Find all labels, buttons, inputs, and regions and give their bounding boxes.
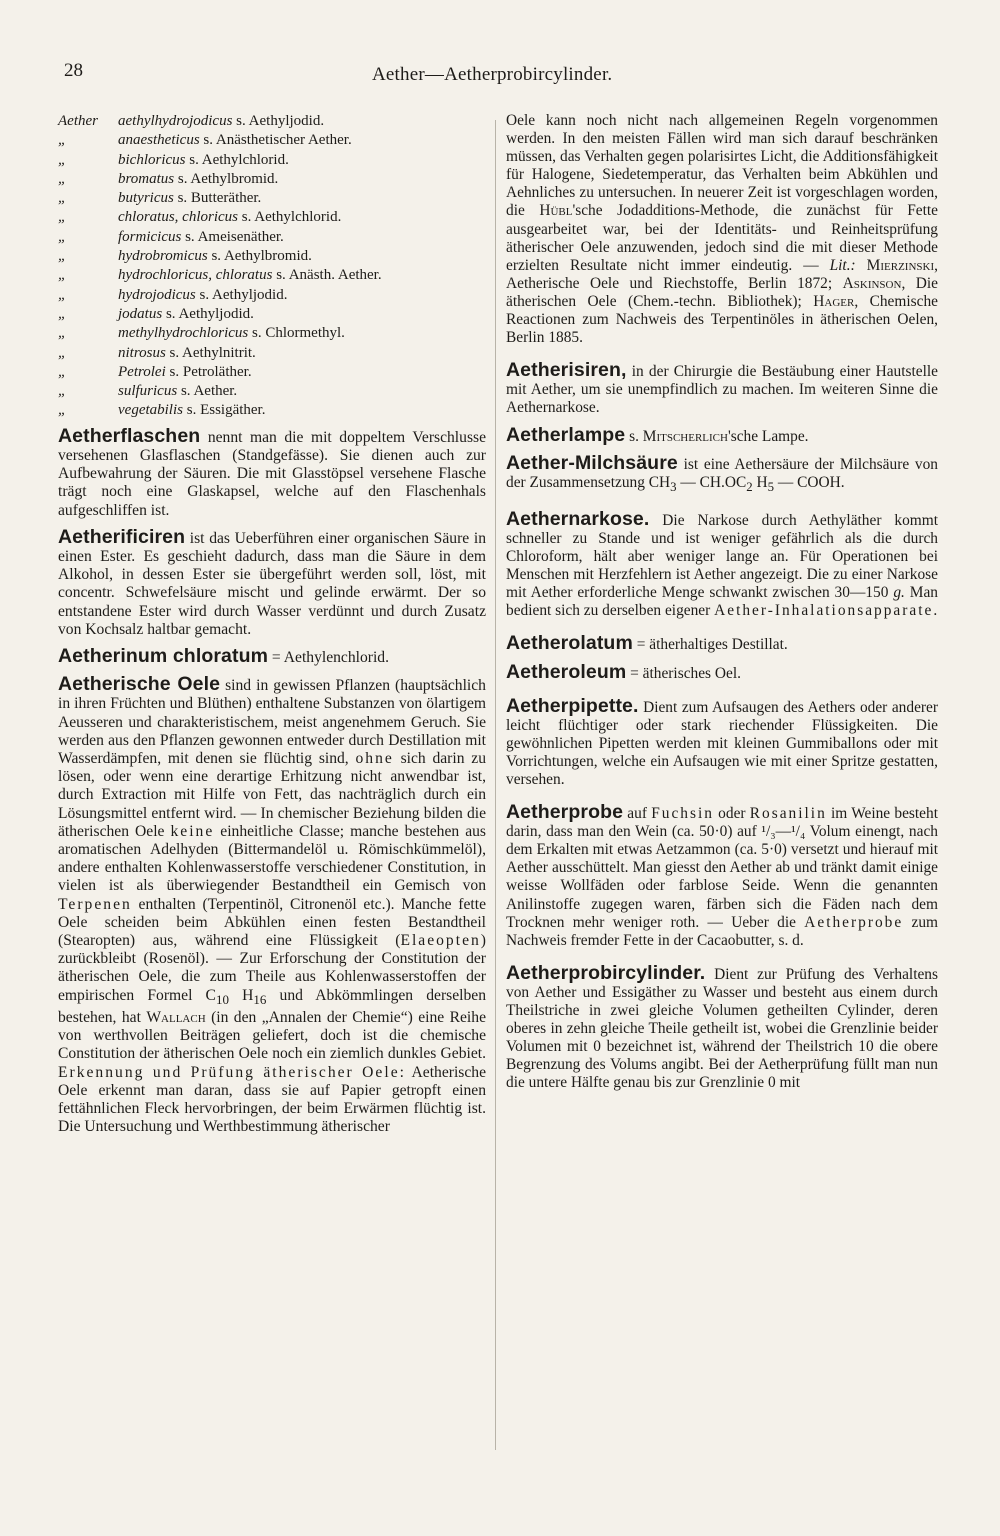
entry-text: Die Narkose durch Aethyläther kommt schneller zu Stande und ist weniger gefährlich als die durch Chloroform, hält aber weniger lange an. Für Operationen bei Menschen mit Herzfehlern ist Aether angezeigt. Die zu einer Narkose mit Aether erforderliche Menge schwankt zwischen 30—150 <box>506 511 938 602</box>
subscript: 16 <box>253 991 267 1007</box>
entry-aetherificiren <box>58 525 486 639</box>
synonym-term: sulfuricus <box>118 383 178 400</box>
entry-text: = ätherhaltiges Destillat. <box>632 636 788 654</box>
entry-text: , Die ätherischen Oele (Chem.-techn. Bibliothek); <box>506 274 938 310</box>
headword: Aether-Milchsäure <box>506 451 678 474</box>
entry-aetherprobe <box>506 803 938 950</box>
left-column <box>58 112 486 1144</box>
synonym-ref: s. Chlormethyl. <box>248 325 345 342</box>
spaced-term: Rosanilin <box>749 805 827 823</box>
synonym-term: hydrobromicus <box>118 248 208 265</box>
headword: Aetherflaschen <box>58 424 201 447</box>
synonym-ref: s. Aethyljodid. <box>232 113 325 129</box>
entry-text: ist eine Aethersäure der Milchsäure von der Zusammensetzung CH <box>506 455 938 491</box>
spaced-term: Aether-Inhalationsapparate <box>714 602 934 620</box>
synonym-term: bromatus <box>118 170 175 187</box>
entry-text: — COOH. <box>774 473 845 491</box>
running-head: Aether—Aetherprobircylinder. <box>372 64 613 85</box>
spaced-term: Aetherprobe <box>804 913 904 931</box>
synonym-mark: „ <box>58 170 67 187</box>
spaced-term: ohne <box>355 750 394 767</box>
entry-text: ist das Ueberführen einer organischen Säure in einen Ester. Es geschieht dadurch, dass man die Säure in dem Alkohol, in dessen Ester sie übergeführt werden soll, löst, mit concentr. Schwefelsäure mischt und gelinde erwärmt. Der so entstandene Ester wird durch Wasser verdünnt und durch Zusatz von Kochsalz haltbar gemacht. <box>58 529 486 638</box>
synonym-row <box>58 247 486 266</box>
synonym-ref: s. Essigäther. <box>182 402 266 419</box>
entry-continuation <box>506 112 938 347</box>
author-name: Askinson <box>842 274 902 292</box>
entry-text: . <box>933 602 938 620</box>
synonym-ref: s. Ameisenäther. <box>181 228 284 245</box>
entry-text: (in den „Annalen der Chemie“) eine Reihe von werthvollen Beiträgen geliefert, doch ist die chemische Constitution der ätherischen Oele noch ein ziemlich dunkles Gebiet. <box>58 1008 486 1063</box>
synonym-term: Petrolei <box>118 363 166 380</box>
entry-text: zum Nachweis fremder Fette in der Cacaobutter, s. d. <box>506 913 938 949</box>
synonym-mark: „ <box>58 228 67 245</box>
author-name: Hübl <box>539 202 573 220</box>
synonym-ref: s. Petroläther. <box>165 363 252 380</box>
synonym-term: butyricus <box>118 190 174 207</box>
right-column <box>506 112 938 1100</box>
synonym-row <box>58 401 486 420</box>
synonym-row <box>58 305 486 324</box>
synonym-row <box>58 344 486 363</box>
spaced-term: Terpenen <box>58 895 132 913</box>
synonym-row <box>58 382 486 401</box>
synonym-row <box>58 266 486 285</box>
page-number: 28 <box>64 60 83 81</box>
entry-aetherlampe <box>506 423 938 446</box>
entry-text: , Chemische Reactionen zum Nachweis des Terpentinöles in ätherischen Oelen, Berlin 1885. <box>506 292 938 347</box>
synonym-term: hydrochloricus, chloratus <box>118 267 273 284</box>
headword: Aetherprobe <box>506 801 624 824</box>
entry-aetherisiren <box>506 361 938 417</box>
synonym-ref: s. Aethylbromid. <box>207 248 312 265</box>
entry-text: sind in gewissen Pflanzen (hauptsächlich in ihren Früchten und Blüthen) enthaltene Substanzen von ölartigem Aeusseren und charakteristischem, meist angenehmem Geruch. Sie werden aus den Pflanzen gewonnen entweder durch Destillation mit Wasserdämpfen, mit denen sie flüchtig sind, <box>58 677 486 767</box>
entry-text: einheitliche Classe; manche bestehen aus aromatischen Adelhyden (Bittermandelöl u. Römischkümmelöl), andere enthalten Kohlenwasserstoffe verschiedener Constitution, in vielen ist als überwiegender Bestandtheil ein Gemisch von <box>58 822 486 895</box>
synonym-mark: „ <box>58 151 67 168</box>
synonym-row <box>58 208 486 227</box>
headword: Aetherische Oele <box>58 673 221 696</box>
entry-text: H <box>752 473 768 491</box>
author-name: Hager <box>813 292 855 310</box>
synonym-mark: „ <box>58 209 67 226</box>
synonym-row <box>58 112 486 131</box>
synonym-row <box>58 131 486 150</box>
entry-text: und Abkömmlingen derselben bestehen, hat <box>58 986 486 1026</box>
column-divider <box>495 120 496 1450</box>
synonym-term: chloratus, chloricus <box>118 209 238 226</box>
entry-text: Dient zum Aufsaugen des Aethers oder anderer leicht flüchtiger oder stark riechender Flüssigkeiten. Die gewöhnlichen Pipetten werden mit kleinen Gummiballons oder mit Vorrichtungen, welche ein Aufsaugen wie mit einer Spritze gestatten, versehen. <box>506 698 938 788</box>
synonym-list <box>58 112 486 421</box>
entry-text: — CH.OC <box>676 473 747 491</box>
headword: Aetheroleum <box>506 660 627 683</box>
synonym-term: formicicus <box>118 228 182 245</box>
entry-text: sich darin zu lösen, oder wenn eine derartige Erhitzung nicht anwendbar ist, durch Extraction mit Hilfe von Fett, das nachträglich durch ein Lösungsmittel entfernt wird. — In chemischer Beziehung bilden die ätherischen Oele <box>58 750 486 840</box>
entry-aetherinum-chloratum <box>58 644 486 667</box>
entry-text: Man bedient sich zu derselben eigener <box>506 584 938 620</box>
entry-text: Dient zur Prüfung des Verhaltens von Aether und Essigäther zu Wasser und besteht aus einem durch Theilstriche in zwei gleiche Volumen getheilten Cylinder, deren oberes in zehn gleiche Theile getheilt ist, wobei die Grenzlinie beider Volumen mit 0 bezeichnet ist, während der Theilstrich 10 die obere Begrenzung des Volums angibt. Bei der Aetherprüfung füllt man nun die untere Hälfte genau bis zur Grenzlinie 0 mit <box>506 965 938 1092</box>
entry-text: oder <box>713 805 750 823</box>
subscript: 3 <box>670 479 677 494</box>
synonym-term: methylhydrochloricus <box>118 325 249 342</box>
synonym-mark: Aether <box>58 113 98 129</box>
synonym-mark: „ <box>58 325 67 342</box>
entry-text: ) zurückbleibt (Rosenöl). — Zur Erforschung der Constitution der ätherischen Oele, die zum Theile aus Kohlenwasserstoffen der empirischen Formel C <box>58 932 486 1004</box>
headword: Aethernarkose. <box>506 507 650 530</box>
subscript: 2 <box>746 479 753 494</box>
synonym-term: vegetabilis <box>118 402 183 419</box>
entry-text: in der Chirurgie die Bestäubung einer Hautstelle mit Aether, um sie unempfindlich zu machen. Im weiteren Sinne die Aethernarkose. <box>506 363 938 417</box>
entry-aetherische-oele <box>58 675 486 1136</box>
author-name: Mierzinski <box>866 256 935 274</box>
synonym-ref: s. Aether. <box>177 383 238 400</box>
entry-text: H <box>228 986 254 1004</box>
entry-text: 'sche Lampe. <box>727 427 809 445</box>
synonym-ref: s. Aethylchlorid. <box>238 209 342 226</box>
headword: Aetherificiren <box>58 525 186 548</box>
synonym-row <box>58 324 486 343</box>
synonym-ref: s. Aethyljodid. <box>195 286 288 303</box>
synonym-row <box>58 170 486 189</box>
entry-text: 'sche Jodadditions-Methode, die zunächst für Fette ausgearbeitet war, bei der Identitäts- und Reinheitsprüfung ätherischer Oele anzuwenden, jedoch sind die mit dieser Methode erzielten Resultate nicht immer eindeutig. — <box>506 202 939 274</box>
author-name: Mitscherlich <box>642 427 728 445</box>
entry-aethernarkose <box>506 507 938 621</box>
headword: Aetherisiren, <box>506 359 627 382</box>
unit: g. <box>893 584 905 602</box>
synonym-row <box>58 189 486 208</box>
synonym-mark: „ <box>58 286 67 303</box>
synonym-row <box>58 151 486 170</box>
headword: Aetherinum chloratum <box>58 644 269 667</box>
headword: Aetherolatum <box>506 632 633 655</box>
synonym-ref: s. Anästh. Aether. <box>272 267 382 284</box>
synonym-row <box>58 363 486 382</box>
synonym-mark: „ <box>58 248 67 265</box>
headword: Aetherlampe <box>506 423 626 446</box>
synonym-term: anaestheticus <box>118 132 200 149</box>
spaced-term: Fuchsin <box>651 805 714 823</box>
entry-text: auf <box>623 805 652 823</box>
entry-text: = ätherisches Oel. <box>626 664 741 682</box>
entry-text: s. <box>625 427 643 445</box>
entry-text: Aetherische Oele erkennt man daran, dass sie auf Papier getropft einen fettähnlichen Fleck hervorbringen, der beim Erwärmen flüchtig ist. Die Untersuchung und Werthbestimmung ätherischer <box>58 1063 486 1136</box>
synonym-ref: s. Aethyljodid. <box>162 305 254 322</box>
entry-aetheroleum <box>506 660 938 683</box>
synonym-term: nitrosus <box>118 344 166 361</box>
spaced-term: Elaeopten <box>400 932 481 950</box>
spaced-term: Erkennung und Prüfung ätherischer Oele: <box>58 1063 406 1081</box>
author-name: Wallach <box>146 1008 206 1026</box>
entry-aetherolatum <box>506 634 938 654</box>
entry-aether-milchsaeure <box>506 451 938 496</box>
synonym-mark: „ <box>58 305 67 322</box>
spaced-term: keine <box>170 822 215 840</box>
synonym-mark: „ <box>58 190 67 207</box>
entry-aetherprobircylinder <box>506 961 938 1093</box>
synonym-mark: „ <box>58 132 67 149</box>
headword: Aetherpipette. <box>506 694 639 717</box>
synonym-mark: „ <box>58 363 67 380</box>
synonym-ref: s. Aethylnitrit. <box>165 344 256 361</box>
entry-aetherpipette <box>506 694 938 789</box>
synonym-term: jodatus <box>118 305 163 322</box>
synonym-ref: s. Butteräther. <box>173 190 262 207</box>
entry-text: = Aethylenchlorid. <box>268 648 389 666</box>
synonym-row <box>58 228 486 247</box>
entry-text: Oele kann noch nicht nach allgemeinen Regeln vorgenommen werden. In den meisten Fällen wird man sich darauf beschränken müssen, das Verhalten gegen polarisirtes Licht, die Additionsfähigkeit für Halogene, Siedetemperatur, das Verhalten beim Abkühlen und Aehnliches zu untersuchen. In neuerer Zeit ist vorgeschlagen worden, die <box>506 112 938 220</box>
synonym-term: hydrojodicus <box>118 286 196 303</box>
literature-label: Lit.: <box>829 256 856 274</box>
subscript: 10 <box>215 991 229 1007</box>
synonym-mark: „ <box>58 383 67 400</box>
synonym-ref: s. Aethylchlorid. <box>185 151 289 168</box>
synonym-term: bichloricus <box>118 151 186 168</box>
synonym-mark: „ <box>58 402 67 419</box>
entry-aetherflaschen <box>58 424 486 520</box>
synonym-ref: s. Aethylbromid. <box>174 170 279 187</box>
entry-text <box>856 257 867 274</box>
synonym-ref: s. Anästhetischer Aether. <box>199 132 352 149</box>
entry-text: enthalten (Terpentinöl, Citronenöl etc.). Manche fette Oele scheiden beim Abkühlen einen festen Bestandtheil (Stearopten) aus, während eine Flüssigkeit ( <box>58 895 486 950</box>
synonym-row <box>58 286 486 305</box>
synonym-mark: „ <box>58 267 67 284</box>
synonym-term: aethylhydrojodicus <box>118 113 233 129</box>
entry-text: im Weine besteht darin, dass man den Wein (ca. 50·0) auf ¹/₃—¹/₄ Volum einengt, nach dem Erkalten mit etwas Aetzammon (ca. 5·0) versetzt und hierauf mit Aether ausschüttelt. Man giesst den Aether ab und tränkt damit einige weisse Wollfäden oder farblose Seide. Wenn die genannten Anilinstoffe zugegen waren, färben sich die Fäden nach dem Trocknen mehr weniger roth. — Ueber die <box>506 805 938 931</box>
synonym-mark: „ <box>58 344 67 361</box>
entry-text: , Aetherische Oele und Riechstoffe, Berlin 1872; <box>506 256 938 292</box>
headword: Aetherprobircylinder. <box>506 961 706 984</box>
subscript: 5 <box>767 479 775 494</box>
entry-text: nennt man die mit doppeltem Verschlusse versehenen Glasflaschen (Standgefässe). Sie dienen auch zur Aufbewahrung der Säuren. Die mit Glasstöpsel versehene Flasche trägt noch eine Glaskapsel, welche auf den Flaschenhals aufgeschliffen ist. <box>58 428 486 519</box>
